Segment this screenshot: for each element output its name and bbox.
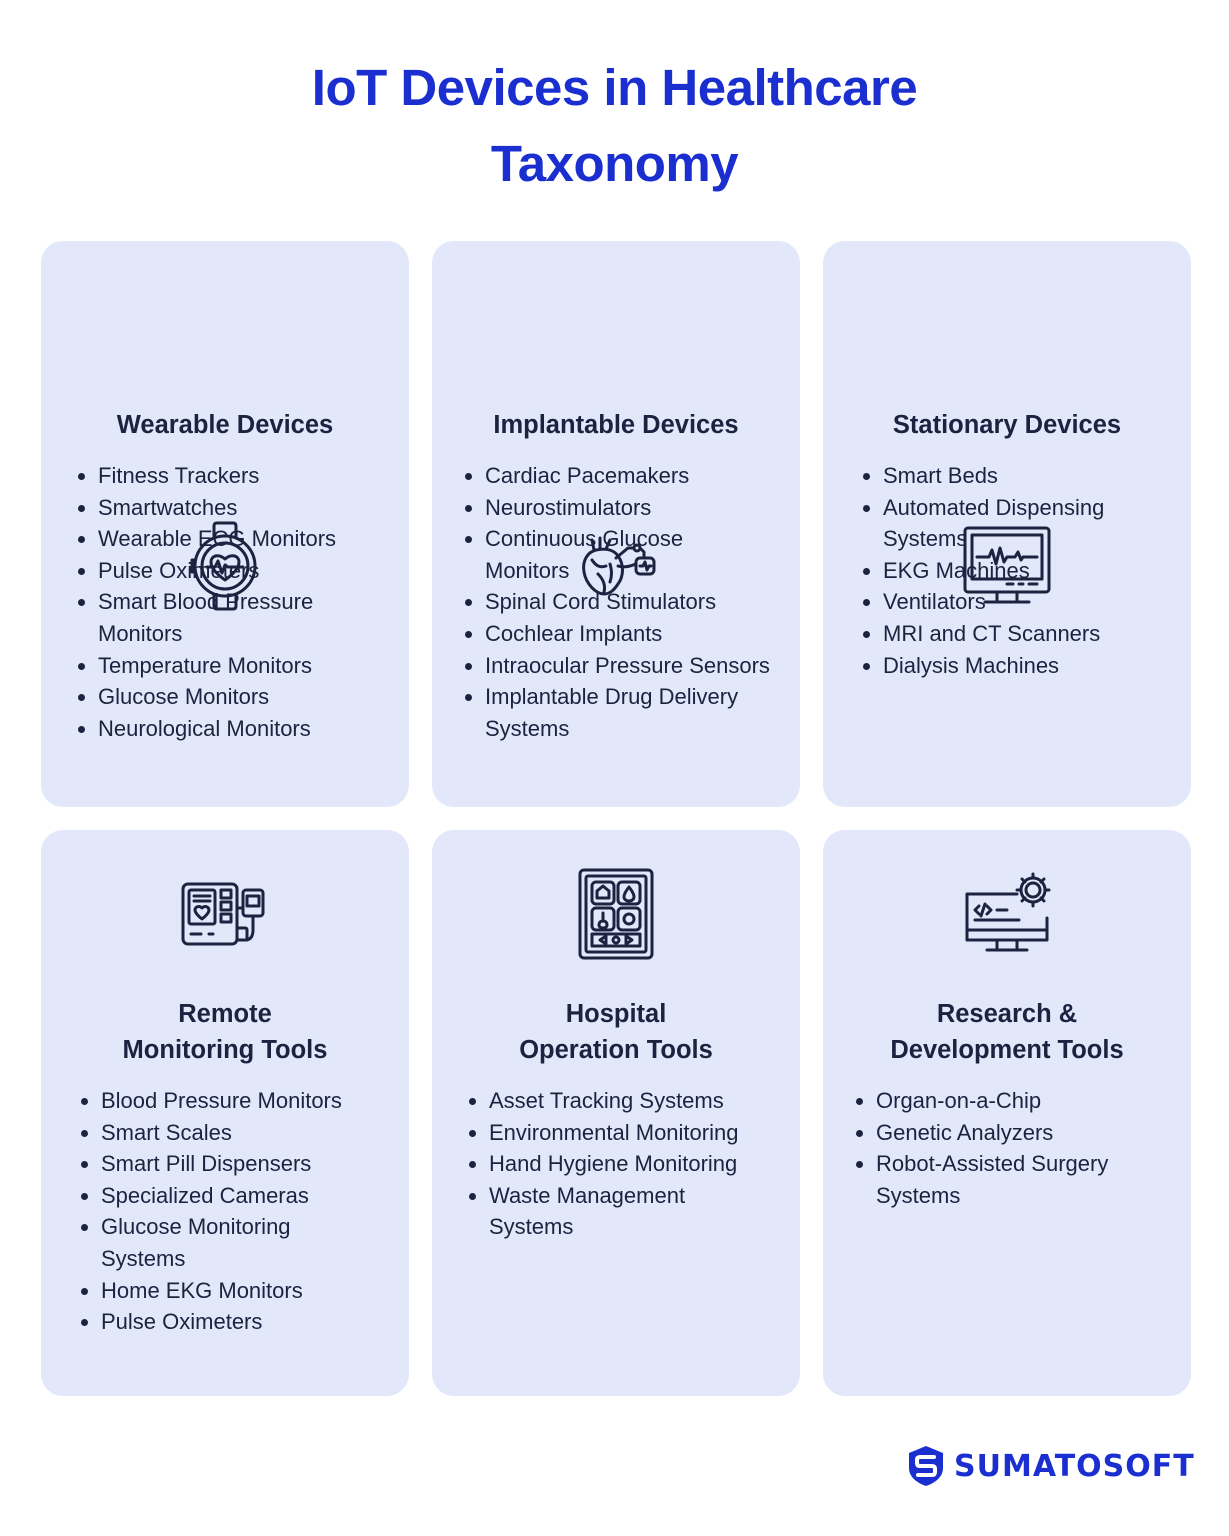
card-wearable-devices [41, 241, 409, 807]
item-list [854, 1085, 1154, 1211]
card-title [833, 996, 1181, 1068]
card-implantable-devices [432, 241, 800, 807]
page-title [0, 50, 1229, 202]
card-remote-monitoring-tools [41, 830, 409, 1396]
card-title-line: Remote [178, 1000, 272, 1028]
list-item: Wearable ECG Monitors [76, 523, 346, 555]
list-item: Continuous Glucose Monitors [463, 523, 723, 586]
card-title [51, 996, 399, 1068]
list-item: Robot-Assisted Surgery Systems [854, 1148, 1154, 1211]
item-list [79, 1085, 342, 1338]
list-item: Cardiac Pacemakers [463, 460, 770, 492]
card-title-line: Implantable Devices [493, 411, 739, 439]
list-item: Environmental Monitoring [467, 1117, 738, 1149]
list-item: Waste Management Systems [467, 1180, 727, 1243]
sumatosoft-shield-logo-icon [906, 1444, 946, 1488]
list-item: Spinal Cord Stimulators [463, 586, 770, 618]
control-panel-icon [432, 868, 800, 960]
list-item: Smart Pill Dispensers [79, 1148, 342, 1180]
item-list [467, 1085, 738, 1243]
list-item: Glucose Monitors [76, 681, 346, 713]
list-item: Hand Hygiene Monitoring [467, 1148, 738, 1180]
list-item: Genetic Analyzers [854, 1117, 1154, 1149]
list-item: Blood Pressure Monitors [79, 1085, 342, 1117]
list-item: Organ-on-a-Chip [854, 1085, 1154, 1117]
remote-monitor-device-icon [41, 868, 409, 960]
card-title-line: Operation Tools [519, 1036, 713, 1064]
list-item: Neurological Monitors [76, 713, 346, 745]
item-list [76, 460, 346, 744]
list-item: Implantable Drug Delivery Systems [463, 681, 763, 744]
page-title-line-2: Taxonomy [490, 135, 739, 192]
card-title [833, 407, 1181, 443]
list-item: MRI and CT Scanners [861, 618, 1151, 650]
list-item: Neurostimulators [463, 492, 770, 524]
card-hospital-operation-tools [432, 830, 800, 1396]
list-item: Specialized Cameras [79, 1180, 342, 1212]
item-list [463, 460, 770, 744]
list-item: Dialysis Machines [861, 650, 1151, 682]
list-item: Intraocular Pressure Sensors [463, 650, 770, 682]
card-title-line: Hospital [565, 1000, 667, 1028]
item-list [861, 460, 1151, 681]
list-item: Pulse Oximeters [79, 1306, 342, 1338]
list-item: Glucose Monitoring Systems [79, 1211, 339, 1274]
code-monitor-gear-icon [823, 868, 1191, 960]
list-item: Smart Beds [861, 460, 1151, 492]
list-item: Automated Dispensing Systems [861, 492, 1151, 555]
list-item: EKG Machines [861, 555, 1151, 587]
list-item: Smart Blood Pressure Monitors [76, 586, 346, 649]
list-item: Home EKG Monitors [79, 1275, 342, 1307]
card-title-line: Research & [936, 1000, 1078, 1028]
list-item: Pulse Oximeters [76, 555, 346, 587]
card-title-line: Wearable Devices [116, 411, 334, 439]
page-title-line-1: IoT Devices in Healthcare [311, 59, 918, 116]
card-title-line: Development Tools [890, 1036, 1124, 1064]
card-title [51, 407, 399, 443]
list-item: Smartwatches [76, 492, 346, 524]
logo-text: SUMATOSOFT [954, 1448, 1195, 1484]
card-title [442, 407, 790, 443]
card-stationary-devices [823, 241, 1191, 807]
card-title [442, 996, 790, 1068]
list-item: Smart Scales [79, 1117, 342, 1149]
list-item: Ventilators [861, 586, 1151, 618]
list-item: Asset Tracking Systems [467, 1085, 738, 1117]
list-item: Fitness Trackers [76, 460, 346, 492]
card-title-line: Monitoring Tools [122, 1036, 328, 1064]
card-research-development-tools [823, 830, 1191, 1396]
card-title-line: Stationary Devices [892, 411, 1122, 439]
sumatosoft-logo[interactable] [906, 1443, 1195, 1489]
list-item: Temperature Monitors [76, 650, 346, 682]
list-item: Cochlear Implants [463, 618, 770, 650]
